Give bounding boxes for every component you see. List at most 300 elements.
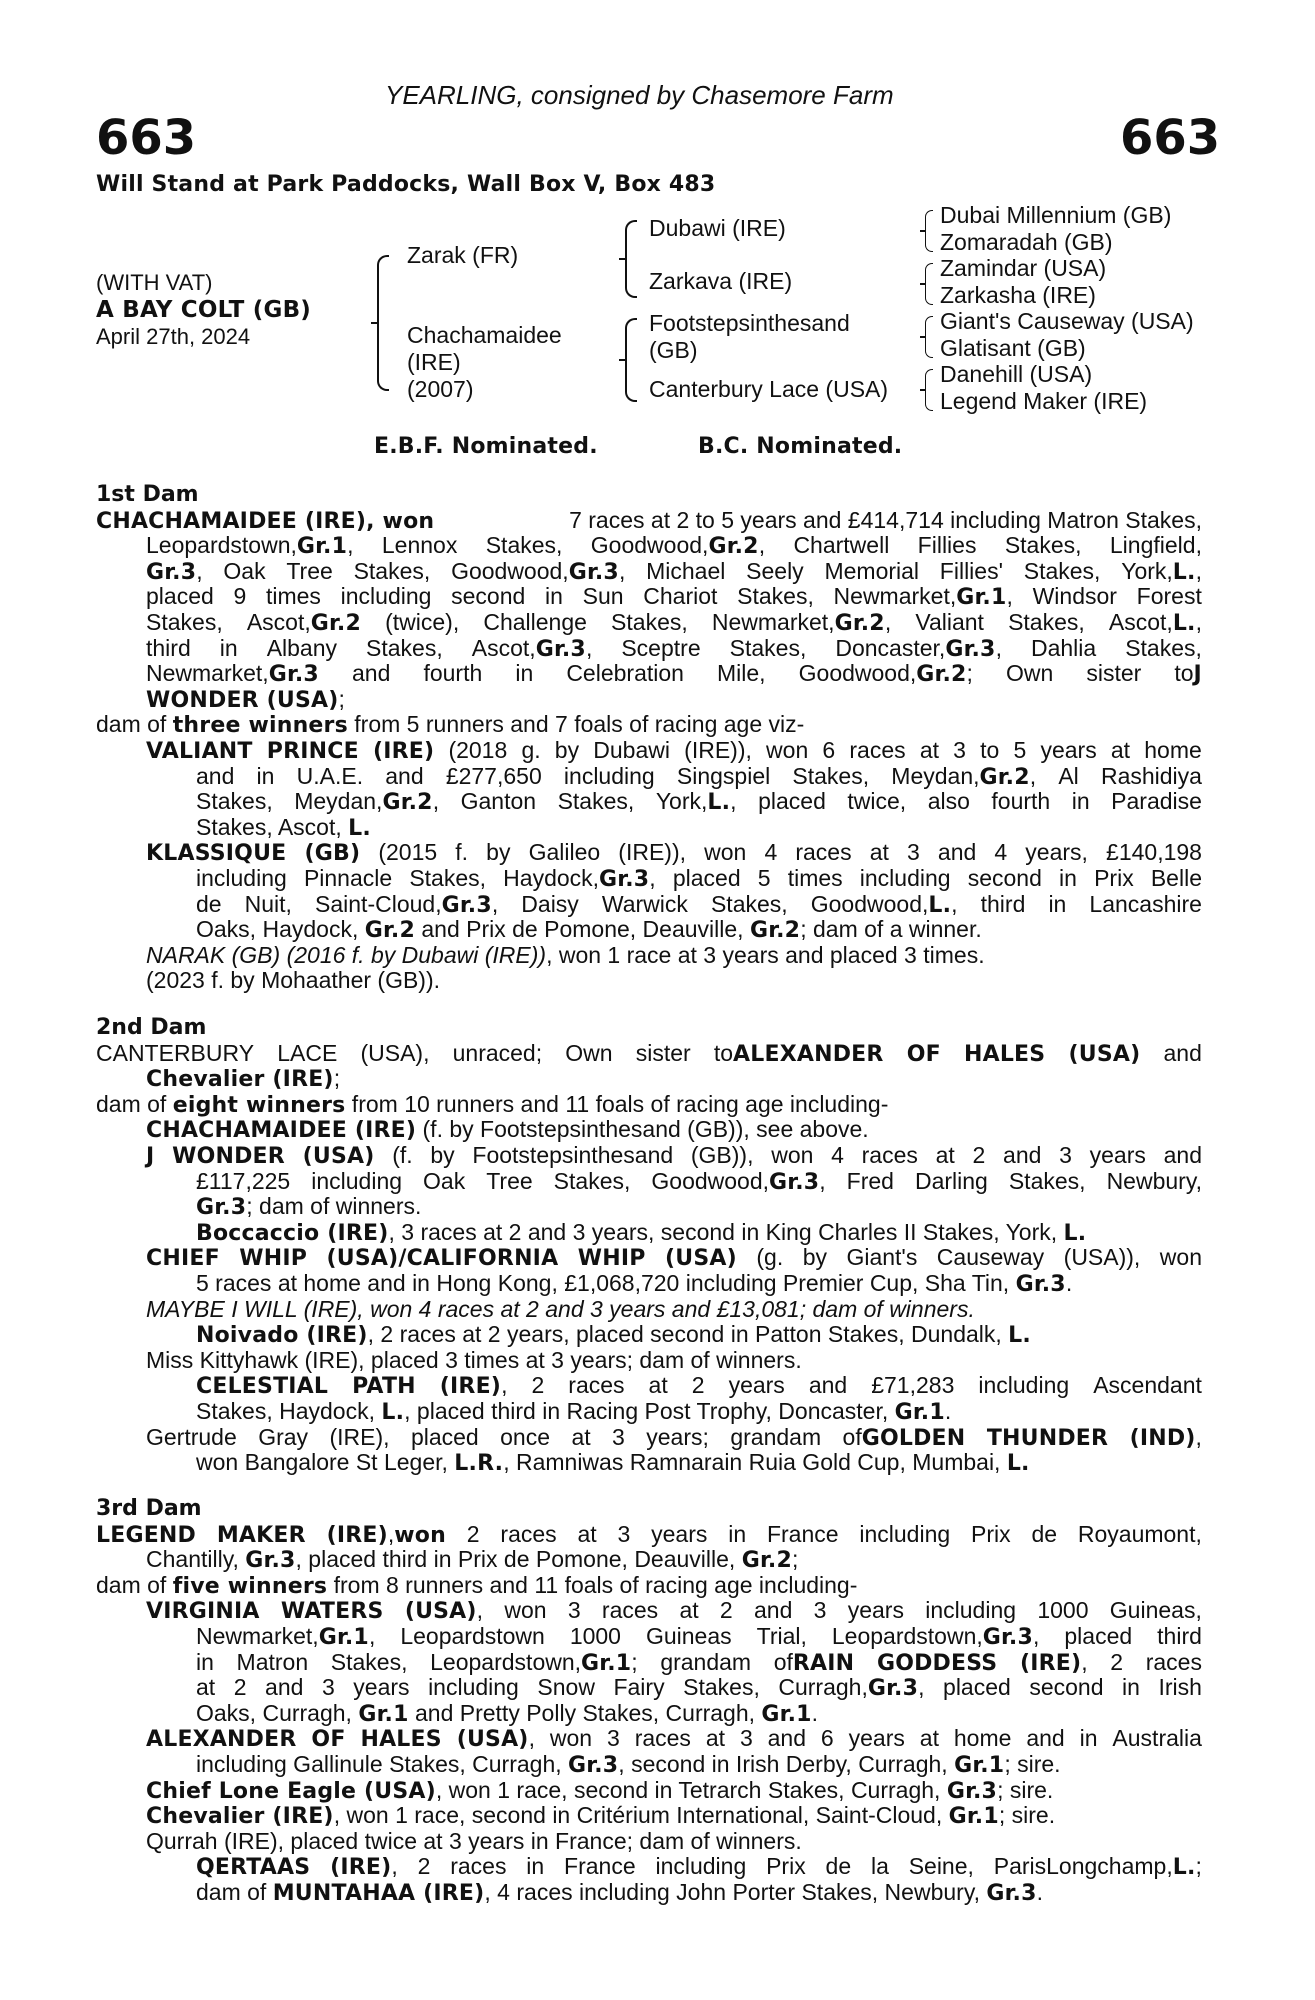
word: ofRAIN [773, 1648, 855, 1676]
produce-3-name: NARAK (GB) (2016 f. by Dubawi (IRE)) [146, 941, 547, 968]
produce-2-line1 [146, 840, 1202, 867]
word: PATH [352, 1374, 416, 1400]
word: years, [1025, 839, 1088, 866]
produce-2-line4 [196, 917, 982, 944]
word: Newmarket,Gr.1, [196, 1623, 376, 1650]
word: HALES [360, 1727, 442, 1753]
word: 2 [233, 1674, 247, 1701]
pedigree-sire-dam: Zarkava (IRE) [649, 268, 793, 294]
second-dam-heading: 2nd Dam [96, 1015, 207, 1040]
word: third [146, 634, 191, 661]
bold-run: Gr.1 [948, 1804, 999, 1830]
word: Irish [1158, 1674, 1202, 1701]
word: LACE [277, 1039, 338, 1066]
word: Saint-Cloud,Gr.3, [315, 890, 499, 918]
word: Prix [971, 1520, 1011, 1547]
text-run: won Bangalore St Leger, [196, 1449, 455, 1476]
word: sister [1086, 660, 1142, 687]
bold-run: Gr.3 [196, 1195, 247, 1221]
word: (IRE) [373, 739, 435, 764]
bold-run: Gr.3 [1015, 1272, 1066, 1297]
word: 2 [972, 1142, 986, 1168]
word: and [753, 1597, 793, 1624]
word: years [1040, 737, 1097, 763]
first-dam-line1 [96, 508, 1202, 535]
produce-4: (2023 f. by Mohaather (GB)). [146, 967, 441, 994]
word: second [1029, 1674, 1104, 1701]
word: and [385, 762, 424, 789]
word: years [1089, 1142, 1146, 1168]
text-run: , 2 races at 2 years, placed second in Patton Stakes, Dundalk, [367, 1321, 1009, 1348]
text-run: Stakes, Haydock, [196, 1398, 382, 1424]
word: Curragh,Gr.3, [778, 1674, 925, 1702]
word: Stakes, [1008, 1167, 1086, 1194]
first-dam-career: 7 races at 2 to 5 years and £414,714 including Matron Stakes, [569, 506, 1202, 533]
word: Goodwood,Gr.2, [590, 532, 766, 560]
word: MAKER [216, 1522, 306, 1548]
word: Memorial [824, 557, 920, 584]
text-run: ; dam of winners. [246, 1193, 422, 1220]
word: in [515, 660, 534, 687]
word: at [648, 1372, 668, 1399]
bold-run: L.R. [454, 1451, 504, 1477]
word: Gertrude [146, 1423, 237, 1450]
word: third [980, 890, 1026, 917]
word: CHIEF [146, 1246, 220, 1272]
word: VALIANT [146, 739, 253, 764]
bold-run: L. [1006, 1451, 1030, 1477]
word: to [980, 737, 1000, 763]
word: Stakes, [1125, 634, 1202, 661]
word: won [549, 1725, 593, 1752]
word: THUNDER [986, 1425, 1109, 1451]
word: Footstepsinthesand [472, 1142, 674, 1168]
bold-run: Gr.3 [946, 1778, 998, 1804]
word: 2 [1110, 1648, 1124, 1675]
bold-run: L. [348, 815, 371, 841]
bold-run: Chevalier (IRE) [146, 1804, 334, 1830]
bc-nomination: B.C. Nominated. [698, 434, 903, 459]
word: Ganton [460, 788, 537, 815]
text-run: , 4 races including John Porter Stakes, Newbury, [484, 1879, 987, 1905]
bold-run: Chevalier (IRE) [146, 1067, 334, 1093]
word: de [196, 890, 222, 917]
pedigree-gg-5: Giant's Causeway (USA) [940, 308, 1194, 334]
word: 1000 [569, 1623, 621, 1649]
word: races [795, 839, 852, 866]
second-dam-c6-line1 [146, 1425, 1202, 1452]
pedigree-gg-3: Zamindar (USA) [940, 255, 1107, 281]
word: OF [311, 1727, 346, 1753]
pedigree-dam-dam: Canterbury Lace (USA) [649, 376, 889, 402]
word: Chariot [643, 583, 718, 610]
text-run: ; dam of a winner. [800, 916, 982, 943]
word: Windsor [1032, 583, 1117, 610]
word: Australia [1112, 1725, 1202, 1752]
word: la [870, 1853, 889, 1880]
word: at [919, 1725, 939, 1752]
word: £277,650 [445, 762, 542, 789]
third-dam-c5-sub-line1 [196, 1854, 1202, 1881]
word: in [1059, 865, 1077, 891]
word: in [1048, 890, 1067, 917]
consignment-line: YEARLING, consigned by Chasemore Farm [385, 80, 894, 110]
word: Stakes, [557, 788, 635, 815]
word: including [859, 865, 951, 891]
word: York,L., [1121, 557, 1202, 585]
text-run: Oaks, Haydock, [196, 916, 365, 943]
pedigree-gg-4: Zarkasha (IRE) [940, 282, 1096, 308]
word: 6 [820, 1725, 834, 1752]
bold-run: Boccaccio (IRE) [196, 1220, 389, 1246]
word: Lingfield, [1109, 532, 1202, 559]
word: Stakes, [330, 1648, 408, 1675]
text-run: dam of [196, 1879, 273, 1905]
word: at [869, 839, 889, 866]
word: twice, [847, 788, 907, 815]
word: Sceptre [621, 634, 701, 661]
pedigree-gg-6: Glatisant (GB) [940, 335, 1086, 361]
word: WHIP [239, 1246, 308, 1272]
bold-run: MUNTAHAA (IRE) [272, 1881, 485, 1906]
word: won [504, 1597, 547, 1624]
third-dam-c1-line4 [196, 1675, 1202, 1702]
word: home [1144, 737, 1202, 763]
pedigree-gg-8: Legend Maker (IRE) [940, 388, 1148, 414]
second-dam-c2-sub [196, 1220, 1086, 1247]
word: (USA)/CALIFORNIA [326, 1246, 559, 1272]
pedigree-dam-line3: (2007) [407, 376, 474, 402]
word: (IRE)), [618, 839, 687, 866]
word: at [571, 1423, 591, 1450]
text-run: Stakes, Ascot, [196, 813, 349, 840]
word: times [787, 865, 843, 891]
word: (2018 [448, 737, 508, 763]
word: Seely [746, 557, 804, 584]
word: races [849, 737, 906, 763]
word: Stakes, [1004, 532, 1082, 559]
third-dam-line1 [96, 1522, 1202, 1549]
word: times [265, 583, 321, 610]
bold-run: three winners [172, 713, 348, 739]
word: Causeway [936, 1244, 1045, 1271]
word: J [146, 1144, 155, 1169]
word: Prix [766, 1853, 806, 1880]
third-dam-section [96, 1496, 1202, 1916]
word: (f. [392, 1142, 413, 1168]
word: U.A.E. [296, 762, 364, 789]
bold-run: Noivado (IRE) [196, 1323, 368, 1349]
text-run: from 5 runners and 7 foals of racing age viz- [347, 711, 805, 738]
word: 5 [1013, 737, 1027, 763]
word: placed [1064, 1623, 1133, 1649]
word: Sun [582, 583, 624, 610]
second-dam-c3-line2 [196, 1271, 1072, 1298]
word: Tree [286, 557, 333, 584]
word: Lancashire [1089, 890, 1202, 917]
word: ofGOLDEN [842, 1423, 966, 1451]
lot-number-right: 663 [1120, 110, 1221, 166]
word: years [651, 1520, 708, 1547]
word: toJ [1174, 660, 1202, 688]
word: races [601, 1597, 659, 1624]
word: sister [635, 1039, 691, 1066]
word: 3 [907, 839, 920, 866]
word: toALEXANDER [713, 1039, 884, 1067]
text-run: , placed third in Prix de Pomone, Deauville, [295, 1546, 742, 1573]
text-run: and Prix de Pomone, Deauville, [414, 916, 750, 943]
word: Guineas, [1109, 1597, 1202, 1624]
word: Mile, [717, 660, 766, 687]
word: at [577, 1520, 597, 1547]
brace-parents [377, 255, 389, 391]
word: QERTAAS [196, 1855, 311, 1881]
word: unraced; [452, 1039, 543, 1066]
word: Stakes, [409, 865, 487, 891]
first-dam-won: , won [366, 508, 435, 534]
word: Leopardstown,Gr.1, [146, 532, 354, 560]
third-dam-c1-line1 [146, 1598, 1202, 1625]
produce-1-line4 [196, 815, 371, 842]
word: Own [1005, 660, 1054, 687]
word: ALEXANDER [146, 1727, 297, 1753]
text-run: , Ramniwas Ramnarain Ruia Gold Cup, Mumbai, [503, 1449, 1007, 1476]
word: races [1145, 1648, 1202, 1675]
word: at [196, 1674, 216, 1701]
pedigree-gg-2: Zomaradah (GB) [940, 229, 1113, 255]
text-run: and Pretty Polly Stakes, Curragh, [408, 1699, 762, 1726]
word: York,L., [655, 788, 737, 816]
produce-2-line3 [196, 892, 1202, 919]
word: including [196, 865, 287, 891]
produce-3 [146, 943, 985, 969]
third-dam-c3 [146, 1778, 1053, 1805]
text-run: ; sire. [997, 1776, 1054, 1803]
word: £71,283 [871, 1372, 955, 1399]
word: Stakes, [353, 557, 431, 584]
text-run: (f. by Footstepsinthesand (GB)), see above. [416, 1116, 869, 1143]
word: and [767, 1725, 807, 1752]
word: Newmarket,Gr.2, [711, 609, 892, 636]
text-run: ; [333, 1065, 341, 1092]
word: in [196, 1648, 214, 1675]
word: (IND), [1129, 1423, 1202, 1451]
word: at [679, 1597, 699, 1624]
word: Oak [423, 1167, 466, 1194]
bold-run: Gr.3 [245, 1548, 296, 1574]
pedigree-sire-sire: Dubawi (IRE) [649, 215, 786, 241]
word: ParisLongchamp,L.; [993, 1853, 1202, 1881]
word: including [655, 1853, 747, 1880]
bold-run: L. [1008, 1323, 1031, 1349]
word: placed [672, 865, 741, 891]
word: by [554, 737, 580, 763]
word: races [450, 1853, 507, 1880]
word: HALES [964, 1041, 1046, 1067]
word: and [808, 1372, 848, 1399]
pedigree-dam-sire-line1: Footstepsinthesand [649, 310, 850, 336]
word: 3 [813, 1597, 827, 1624]
second-dam-c2-line2 [196, 1169, 1202, 1196]
word: LEGEND [96, 1522, 197, 1548]
text-run: including Gallinule Stakes, Curragh, [196, 1751, 569, 1777]
horse-name: A BAY COLT (GB) [96, 297, 312, 323]
text-run: dam of [96, 1090, 173, 1117]
word: won [1159, 1244, 1202, 1271]
word: races [861, 1142, 918, 1168]
second-dam-produce [96, 1092, 888, 1119]
word: (2015 [378, 839, 438, 866]
word: Pinnacle [303, 865, 393, 891]
third-dam-c1-line2 [196, 1624, 1202, 1651]
word: (IRE)), [684, 737, 752, 763]
second-dam-c5: Miss Kittyhawk (IRE), placed 3 times at 3 years; dam of winners. [146, 1346, 802, 1373]
word: in [526, 1853, 545, 1880]
word: OF [906, 1041, 941, 1067]
word: fourth [423, 660, 483, 687]
first-dam-line4 [146, 584, 1202, 611]
word: Al [1058, 762, 1079, 789]
word: Stakes, [146, 609, 223, 635]
word: Darling [914, 1167, 988, 1194]
word: France [564, 1853, 636, 1880]
word: Newbury, [1106, 1167, 1202, 1194]
word: won [771, 1142, 814, 1168]
first-dam-heading: 1st Dam [96, 482, 199, 507]
word: and [352, 660, 391, 687]
word: Ascot,Gr.3, [471, 634, 593, 662]
word: (IRE), [329, 1423, 390, 1450]
text-run: . [1036, 1879, 1044, 1905]
word: KLASSIQUE [146, 841, 287, 867]
bold-run: Gr.1 [358, 1701, 409, 1727]
word: 9 [233, 583, 247, 610]
text-run: , won 1 race, second in Critérium International, Saint-Cloud, [333, 1802, 949, 1829]
bold-run: Gr.3 [568, 1753, 619, 1778]
bold-run: Gr.1 [894, 1400, 945, 1425]
word: Stakes, [710, 890, 788, 917]
word: Stakes, [485, 532, 563, 559]
word: grandam [660, 1648, 752, 1675]
first-dam-line8 [146, 687, 345, 714]
text-run: . [1065, 1270, 1073, 1296]
word: Goodwood,Gr.3, [451, 557, 626, 585]
first-dam-section [96, 482, 1202, 994]
vat-note: (WITH VAT) [96, 270, 213, 295]
third-dam-c4 [146, 1803, 1055, 1830]
word: WATERS [280, 1599, 384, 1625]
word: 1000 [1037, 1597, 1089, 1624]
word: second [451, 583, 526, 610]
word: by [802, 1244, 827, 1271]
word: (USA) [665, 1246, 737, 1272]
word: and [196, 762, 235, 789]
word: in [219, 634, 238, 661]
word: Rashidiya [1100, 762, 1202, 789]
word: Stakes, [729, 634, 807, 661]
word: 4 [994, 839, 1008, 866]
bold-run: Gr.2 [364, 918, 415, 944]
second-dam-line1 [96, 1041, 1202, 1068]
word: 3 [617, 1520, 631, 1547]
text-run: ; [791, 1546, 799, 1573]
word: 6 [822, 737, 836, 763]
word: in [1079, 1725, 1098, 1752]
word: Gr.3, [146, 557, 203, 585]
pedigree-sire: Zarak (FR) [407, 242, 519, 268]
word: f. [455, 839, 469, 866]
word: years; [646, 1423, 709, 1450]
bold-run: L. [381, 1400, 405, 1425]
word: Own [565, 1039, 613, 1066]
third-dam-heading: 3rd Dam [96, 1496, 202, 1521]
word: Doncaster,Gr.3, [835, 634, 1002, 662]
word: 3 [567, 1597, 581, 1624]
word: Leopardstown,Gr.1; [430, 1648, 638, 1676]
word: France [766, 1520, 839, 1547]
word: (GB) [304, 841, 361, 867]
bold-run: Gr.1 [954, 1753, 1005, 1778]
pedigree-dam-sire-line2: (GB) [649, 337, 698, 363]
word: including [563, 762, 655, 789]
text-run: ; [338, 685, 345, 712]
word: Trial, [756, 1623, 807, 1649]
text-run: Oaks, Curragh, [196, 1699, 359, 1726]
word: Fairy [613, 1674, 665, 1701]
word: 3 [606, 1725, 620, 1752]
word: races [634, 1725, 691, 1752]
bold-run: L. [1063, 1220, 1087, 1246]
text-run: ; sire. [1004, 1751, 1061, 1777]
text-run: from 8 runners and 11 foals of racing age including- [327, 1571, 858, 1598]
word: and [937, 839, 977, 866]
word: Leopardstown [400, 1623, 545, 1649]
text-run: . [811, 1699, 819, 1726]
bold-run: Gr.2 [749, 918, 801, 944]
word: won [704, 839, 747, 866]
word: Goodwood,L., [810, 890, 958, 918]
word: VIRGINIA [146, 1599, 260, 1625]
word: (USA), [456, 1725, 535, 1753]
second-dam-c1 [146, 1117, 869, 1144]
bold-run: Chief Lone Eagle (USA) [146, 1778, 436, 1804]
word: 3 [739, 1725, 753, 1752]
word: including [428, 1674, 519, 1701]
text-run: 5 races at home and in Hong Kong, £1,068,720 including Premier Cup, Sha Tin, [196, 1270, 1016, 1296]
word: fourth [991, 788, 1051, 815]
word: and [265, 1674, 304, 1701]
stand-location: Will Stand at Park Paddocks, Wall Box V, Box 483 [96, 172, 716, 197]
word: at [705, 1725, 726, 1752]
word: 2 [719, 1597, 733, 1624]
word: races [500, 1520, 557, 1547]
word: Royaumont, [1077, 1520, 1202, 1547]
lot-number-left: 663 [96, 110, 197, 166]
word: Ascot,Gr.2 [246, 609, 361, 636]
first-dam-line2 [146, 533, 1202, 560]
text-run: , placed third in Racing Post Trophy, Doncaster, [404, 1398, 895, 1424]
word: (g. [756, 1244, 784, 1271]
word: Daisy [521, 890, 579, 917]
word: by [430, 1142, 455, 1168]
word: years [728, 1372, 785, 1399]
word: (USA) [1068, 1041, 1141, 1067]
word: and [1003, 1142, 1042, 1168]
word: Matron [236, 1648, 309, 1675]
word: in [728, 1520, 747, 1547]
word: Warwick [601, 890, 688, 917]
first-dam-line3 [146, 559, 1202, 586]
